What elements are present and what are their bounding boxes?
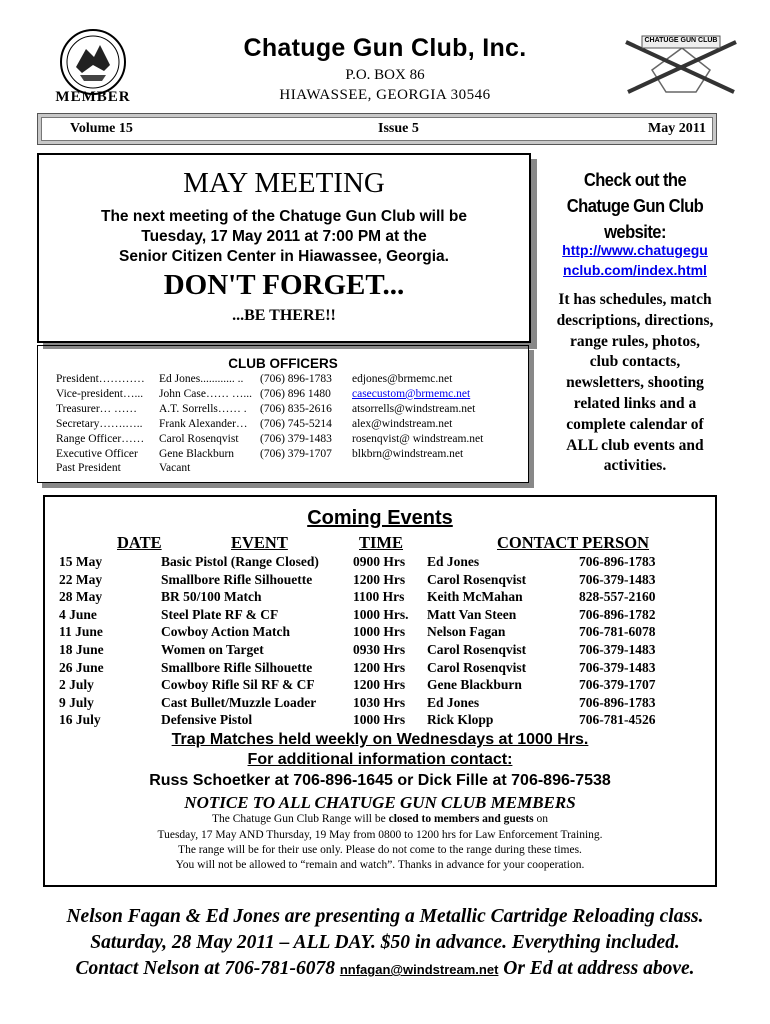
officer-phone: (706) 379-1707 xyxy=(260,447,332,460)
meeting-title: MAY MEETING xyxy=(183,167,385,199)
event-row xyxy=(45,554,715,572)
reloading-contact-text: Contact Nelson at 706-781-6078 xyxy=(75,958,340,979)
club-officers-box xyxy=(37,345,529,483)
event-date: 22 May xyxy=(59,571,103,587)
event-row xyxy=(45,712,715,730)
event-row xyxy=(45,607,715,625)
notice-line-2: Tuesday, 17 May AND Thursday, 19 May from 0800 to 1200 hrs for Law Enforcement Training. xyxy=(157,829,603,841)
event-person: Keith McMahan xyxy=(427,589,523,605)
event-row xyxy=(45,572,715,590)
event-event: Women on Target xyxy=(161,642,264,657)
reloading-line-1: Nelson Fagan & Ed Jones are presenting a Metallic Cartridge Reloading class. xyxy=(66,906,704,927)
meeting-line-3: Senior Citizen Center in Hiawassee, Georgia. xyxy=(119,248,449,265)
website-heading xyxy=(548,167,723,245)
event-time: 1200 Hrs xyxy=(353,677,406,693)
event-person: Carol Rosenqvist xyxy=(427,642,527,657)
officer-role: Executive Officer xyxy=(56,447,138,460)
officer-role: Treasurer… …… xyxy=(56,402,138,415)
website-heading-line-2: Chatuge Gun Club xyxy=(566,196,704,216)
event-date: 9 July xyxy=(59,694,94,710)
event-person: Carol Rosenqvist xyxy=(427,659,527,675)
event-phone: 706-896-1783 xyxy=(579,554,656,569)
event-event: Cowboy Rifle Sil RF & CF xyxy=(161,677,315,693)
event-event: Smallbore Rifle Silhouette xyxy=(161,571,313,587)
dont-forget-heading: DON'T FORGET... xyxy=(163,269,405,301)
event-event: Defensive Pistol xyxy=(161,712,253,728)
officer-email: blkbrn@windstream.net xyxy=(352,447,464,460)
event-phone: 706-379-1483 xyxy=(579,659,656,675)
event-phone: 706-379-1707 xyxy=(579,677,656,693)
nelson-email-link[interactable]: nnfagan@windstream.net xyxy=(339,962,499,977)
event-person: Ed Jones xyxy=(427,694,480,710)
website-description-line: range rules, photos, xyxy=(569,332,701,350)
event-person: Gene Blackburn xyxy=(427,677,522,693)
meeting-box xyxy=(37,153,531,343)
volume-label: Volume 15 xyxy=(70,121,133,136)
be-there-text: ...BE THERE!! xyxy=(232,307,336,324)
event-row xyxy=(45,589,715,607)
event-event: Smallbore Rifle Silhouette xyxy=(161,659,313,675)
website-description-line: club contacts, xyxy=(589,353,681,371)
officer-name: Ed Jones............ .. xyxy=(159,373,244,385)
website-url-line-1[interactable]: http://www.chatugegu xyxy=(562,242,708,258)
coming-events-box xyxy=(43,495,717,887)
officer-name: John Case…… …... xyxy=(159,387,252,400)
address-line-2: HIAWASSEE, GEORGIA 30546 xyxy=(279,87,491,103)
event-row xyxy=(45,660,715,678)
reloading-contact-end: Or Ed at address above. xyxy=(498,958,695,979)
website-description-line: ALL club events and xyxy=(566,436,704,454)
additional-info-heading: For additional information contact: xyxy=(247,751,513,768)
website-description-line: related links and a xyxy=(573,394,697,412)
event-event: Cowboy Action Match xyxy=(161,624,290,640)
event-date: 16 July xyxy=(59,712,101,728)
officer-name: Frank Alexander… xyxy=(159,417,248,430)
notice-line-1-end: on xyxy=(533,813,549,825)
event-time: 1200 Hrs xyxy=(353,571,406,587)
issue-date: May 2011 xyxy=(648,121,706,136)
event-time: 1100 Hrs xyxy=(353,589,405,605)
officer-email: atsorrells@windstream.net xyxy=(352,402,476,415)
reloading-line-2: Saturday, 28 May 2011 – ALL DAY. $50 in advance. Everything included. xyxy=(90,932,680,953)
event-phone: 706-379-1483 xyxy=(579,571,656,587)
officer-email: rosenqvist@ windstream.net xyxy=(352,432,484,445)
event-date: 2 July xyxy=(59,677,94,693)
notice-line-1 xyxy=(45,813,715,825)
issue-bar xyxy=(37,113,717,145)
website-link[interactable] xyxy=(545,240,725,280)
event-person: Carol Rosenqvist xyxy=(427,571,527,587)
event-phone: 706-781-4526 xyxy=(579,712,656,728)
officer-email: edjones@brmemc.net xyxy=(352,373,453,385)
coming-events-title: Coming Events xyxy=(307,507,453,529)
meeting-line-1: The next meeting of the Chatuge Gun Club will be xyxy=(101,208,467,225)
club-title: Chatuge Gun Club, Inc. xyxy=(243,34,527,62)
event-phone: 828-557-2160 xyxy=(579,589,656,605)
event-row xyxy=(45,677,715,695)
event-date: 4 June xyxy=(59,606,97,622)
issue-label: Issue 5 xyxy=(378,121,419,136)
event-time: 1000 Hrs xyxy=(353,712,406,728)
website-description-line: newsletters, shooting xyxy=(566,374,704,392)
date-column-header: DATE xyxy=(117,533,162,552)
officers-title: CLUB OFFICERS xyxy=(228,356,338,371)
officer-phone: (706) 745-5214 xyxy=(260,417,332,430)
trap-matches-note: Trap Matches held weekly on Wednesdays at 1000 Hrs. xyxy=(171,731,589,748)
meeting-line-2: Tuesday, 17 May 2011 at 7:00 PM at the xyxy=(141,228,427,245)
notice-line-4: You will not be allowed to “remain and watch”. Thanks in advance for your cooperation. xyxy=(175,859,585,871)
officer-row xyxy=(38,462,528,477)
contact-column-header: CONTACT PERSON xyxy=(497,533,650,552)
website-description-line: complete calendar of xyxy=(566,415,704,433)
officer-phone: (706) 835-2616 xyxy=(260,402,332,415)
event-event: BR 50/100 Match xyxy=(161,589,262,605)
website-heading-line-3: website: xyxy=(604,222,666,242)
officer-name: Carol Rosenqvist xyxy=(159,432,239,445)
officer-row xyxy=(38,388,528,403)
notice-title: NOTICE TO ALL CHATUGE GUN CLUB MEMBERS xyxy=(184,793,576,812)
website-description-line: descriptions, directions, xyxy=(556,311,714,329)
website-description-line: It has schedules, match xyxy=(558,291,712,308)
member-label: MEMBER xyxy=(55,89,131,105)
officer-phone: (706) 379-1483 xyxy=(260,432,332,445)
event-date: 28 May xyxy=(59,589,103,605)
event-phone: 706-781-6078 xyxy=(579,624,656,640)
officer-role: Past President xyxy=(56,462,121,475)
additional-contacts: Russ Schoetker at 706-896-1645 or Dick Fille at 706-896-7538 xyxy=(149,772,611,789)
website-description-line: activities. xyxy=(603,457,667,475)
officer-phone: (706) 896 1480 xyxy=(260,387,331,400)
notice-line-1-start: The Chatuge Gun Club Range will be xyxy=(211,813,389,825)
event-event: Basic Pistol (Range Closed) xyxy=(161,554,319,569)
event-row xyxy=(45,642,715,660)
officer-role: Range Officer…… xyxy=(56,432,145,445)
officer-row xyxy=(38,433,528,448)
event-person: Nelson Fagan xyxy=(427,624,506,640)
event-person: Rick Klopp xyxy=(427,712,494,728)
event-person: Ed Jones xyxy=(427,554,480,569)
event-row xyxy=(45,624,715,642)
notice-closed-text: closed to members and guests xyxy=(388,813,534,825)
event-event: Cast Bullet/Muzzle Loader xyxy=(161,694,317,710)
event-time: 1030 Hrs xyxy=(353,694,406,710)
officer-name: A.T. Sorrells…… . xyxy=(159,402,247,415)
officer-role: Vice-president…... xyxy=(56,387,144,400)
event-phone: 706-896-1783 xyxy=(579,694,656,710)
notice-line-3: The range will be for their use only. Please do not come to the range during these times. xyxy=(178,844,582,856)
website-url-line-2[interactable]: nclub.com/index.html xyxy=(563,262,707,278)
rifles-logo-label: CHATUGE GUN CLUB xyxy=(644,37,718,44)
address-line-1: P.O. BOX 86 xyxy=(345,67,425,83)
event-column-header: EVENT xyxy=(231,533,288,552)
officer-name: Vacant xyxy=(159,462,191,475)
reloading-line-3 xyxy=(0,958,770,980)
time-column-header: TIME xyxy=(359,533,404,552)
event-date: 18 June xyxy=(59,642,104,657)
officer-row xyxy=(38,403,528,418)
officer-role: Secretary…….….. xyxy=(56,417,143,430)
officer-row xyxy=(38,418,528,433)
event-time: 1000 Hrs. xyxy=(353,606,409,622)
event-row xyxy=(45,695,715,713)
event-date: 15 May xyxy=(59,554,103,569)
officer-role: President………… xyxy=(56,373,145,385)
officer-row xyxy=(38,448,528,463)
officer-row xyxy=(38,373,528,388)
event-event: Steel Plate RF & CF xyxy=(161,606,279,622)
officer-phone: (706) 896-1783 xyxy=(260,373,332,385)
officer-email: alex@windstream.net xyxy=(352,417,453,430)
event-time: 1200 Hrs xyxy=(353,659,406,675)
event-date: 11 June xyxy=(59,624,103,640)
club-rifles-logo xyxy=(622,30,740,100)
event-phone: 706-896-1782 xyxy=(579,606,656,622)
event-person: Matt Van Steen xyxy=(427,606,517,622)
event-time: 1000 Hrs xyxy=(353,624,406,640)
website-heading-line-1: Check out the xyxy=(583,170,687,190)
website-description xyxy=(540,290,730,477)
event-date: 26 June xyxy=(59,659,104,675)
officer-name: Gene Blackburn xyxy=(159,447,235,460)
event-time: 0900 Hrs xyxy=(353,554,406,569)
event-time: 0930 Hrs xyxy=(353,642,406,657)
officer-email[interactable]: casecustom@brmemc.net xyxy=(352,387,471,400)
event-phone: 706-379-1483 xyxy=(579,642,656,657)
meeting-details xyxy=(49,207,519,267)
